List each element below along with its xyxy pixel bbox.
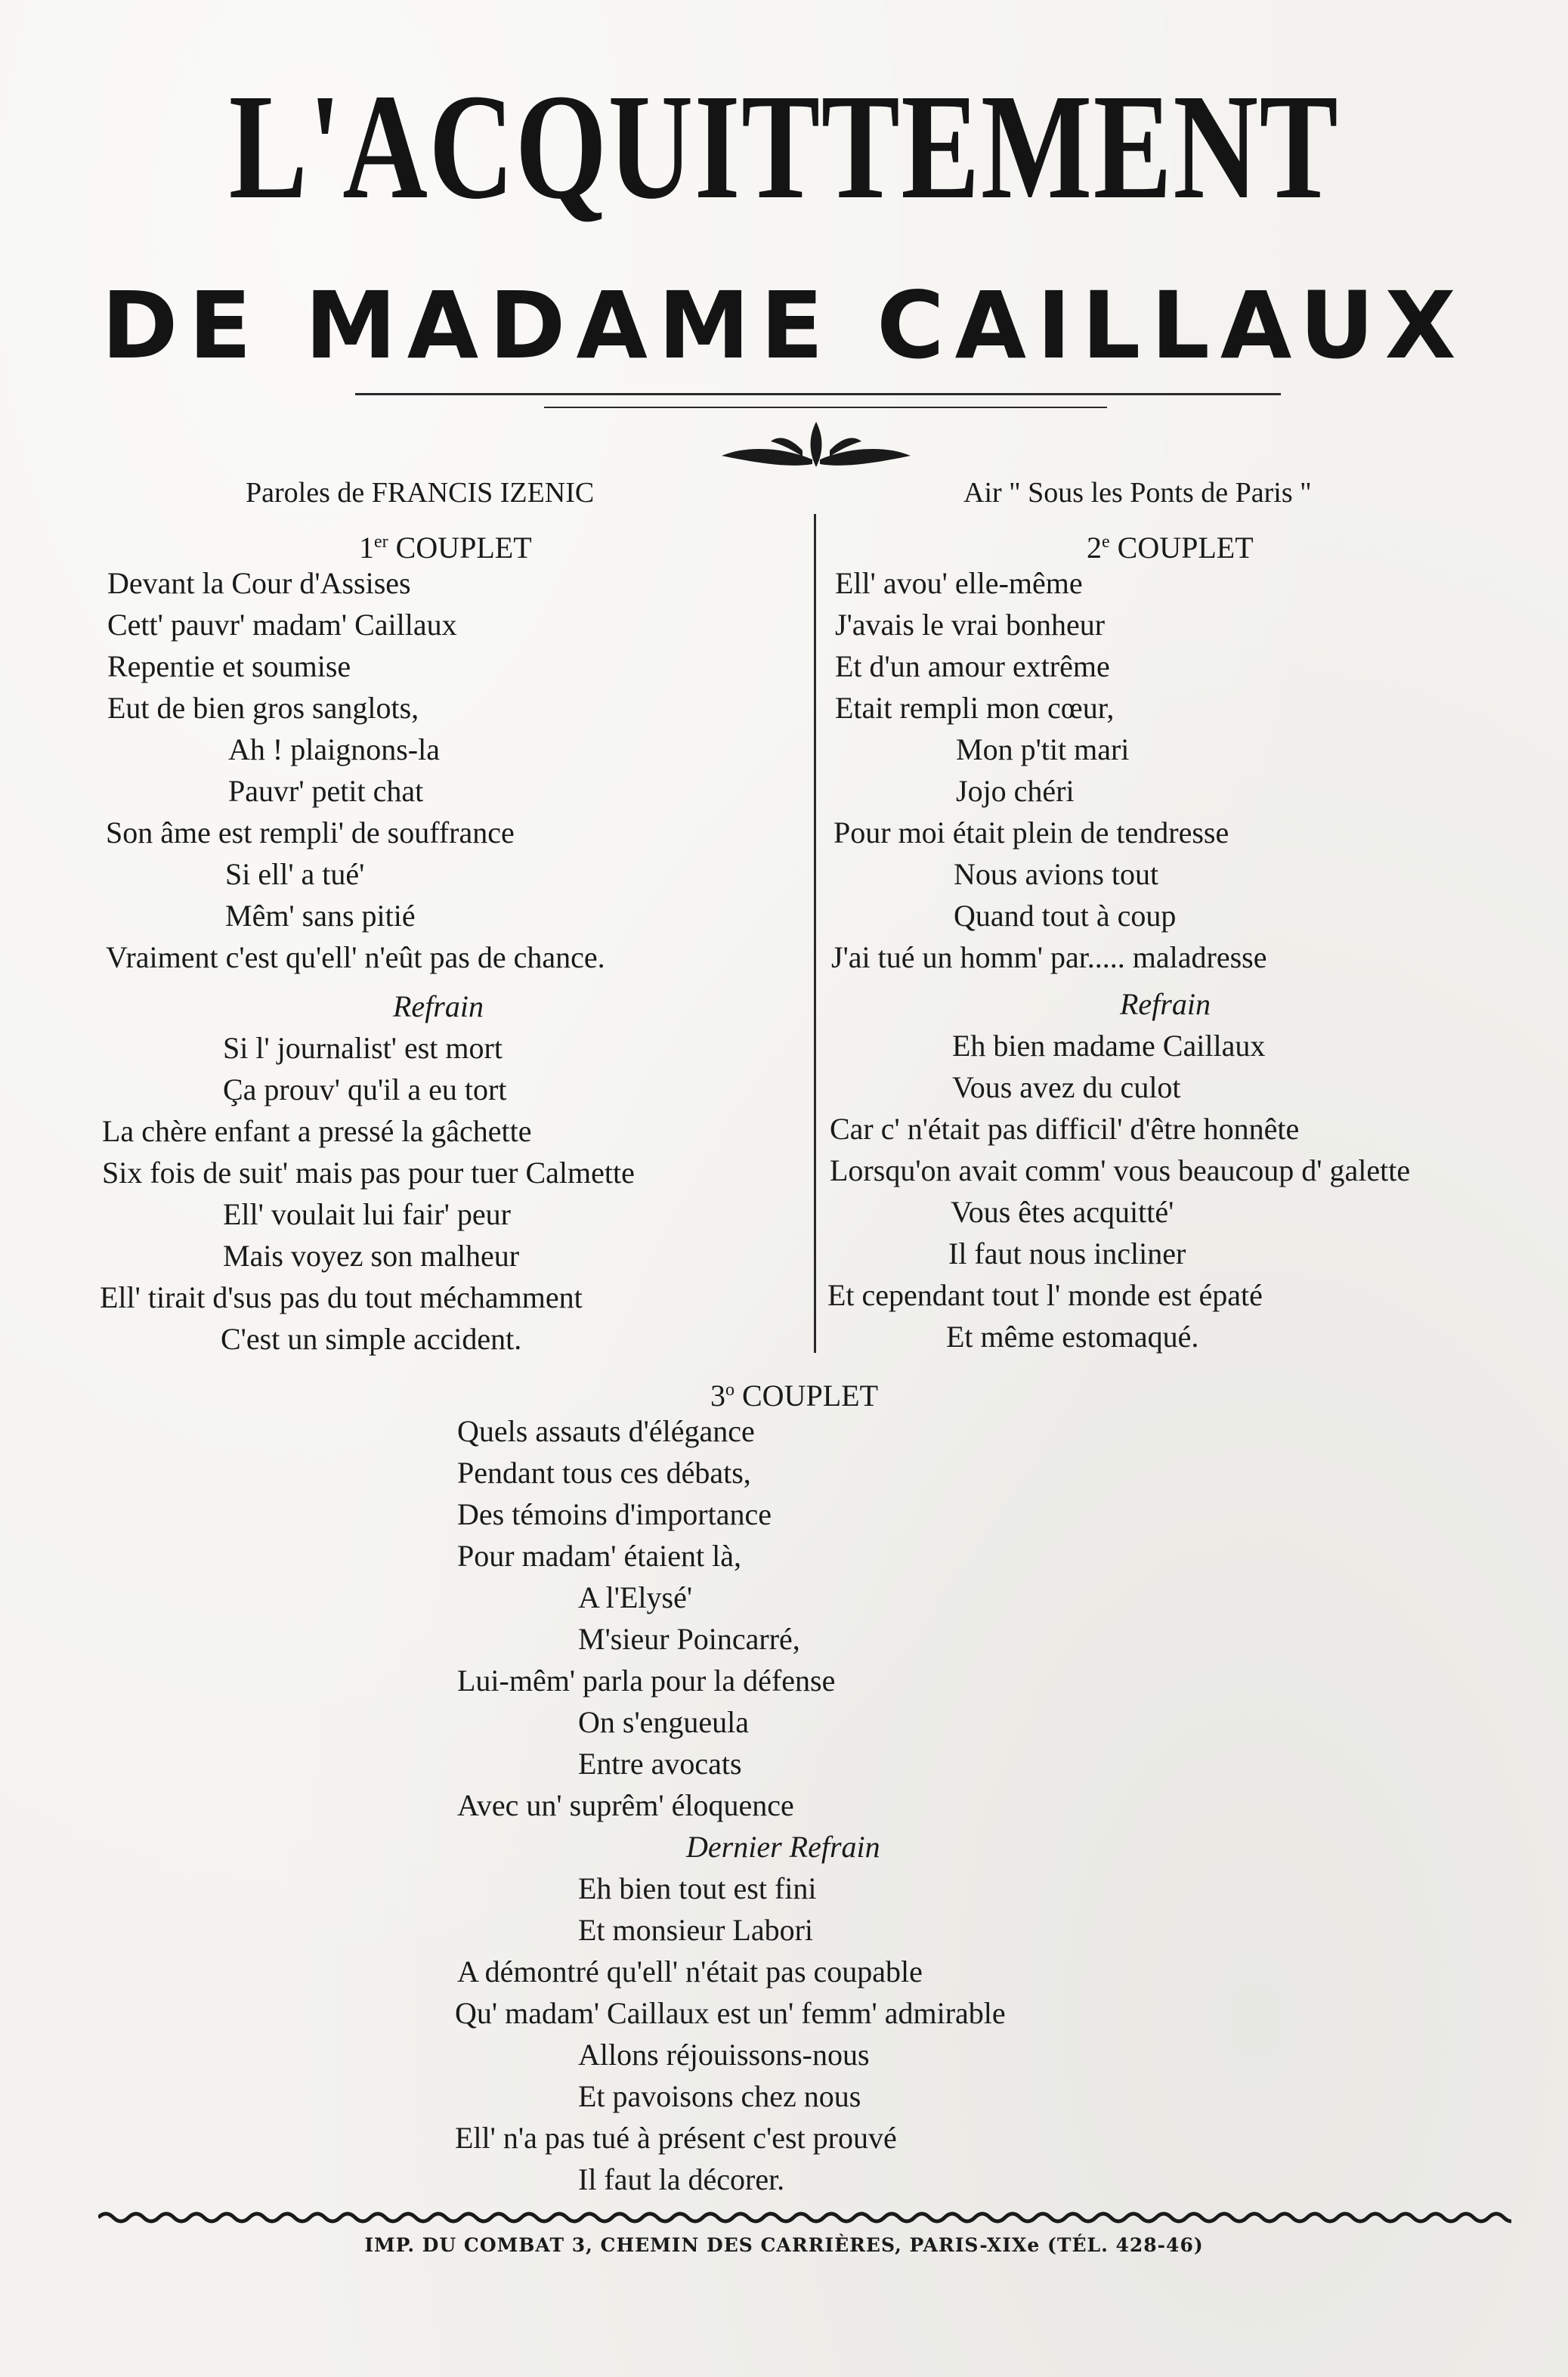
verse-line: Etait rempli mon cœur, [835,691,1115,725]
refrain-line: Six fois de suit' mais pas pour tuer Calmette [102,1156,635,1190]
verse-line: Cett' pauvr' madam' Caillaux [107,608,457,642]
verse-line: Ell' avou' elle-même [835,566,1083,600]
verse-line: Eut de bien gros sanglots, [107,691,419,725]
refrain-line: Lorsqu'on avait comm' vous beaucoup d' galette [830,1153,1411,1187]
refrain-line: Ell' tirait d'sus pas du tout méchamment [100,1280,583,1314]
verse-line: Pour moi était plein de tendresse [833,816,1229,850]
refrain-line: Si l' journalist' est mort [223,1031,503,1065]
verse-line: Vraiment c'est qu'ell' n'eût pas de chance. [106,940,605,974]
refrain-label: Dernier Refrain [686,1830,880,1864]
leaf-ornament-icon [718,414,914,482]
verse-line: Des témoins d'importance [457,1497,772,1531]
refrain-line: Vous avez du culot [952,1070,1181,1104]
verse-line: Nous avions tout [954,857,1159,891]
refrain-label: Refrain [393,989,484,1023]
title-rule-upper [355,393,1281,395]
refrain-line: Et monsieur Labori [578,1913,814,1947]
verse-line: Repentie et soumise [107,649,351,683]
couplet-3-heading: 3$^o$ COUPLET [710,1379,878,1413]
verse-line: Et d'un amour extrême [835,649,1110,683]
verse-line: Pauvr' petit chat [228,774,424,808]
verse-line: Quels assauts d'élégance [457,1414,755,1448]
verse-line: Pendant tous ces débats, [457,1456,751,1490]
lyricist-credit: Paroles de FRANCIS IZENIC [246,477,595,509]
refrain-line: C'est un simple accident. [221,1322,522,1356]
refrain-line: La chère enfant a pressé la gâchette [102,1114,532,1148]
refrain-line: Et pavoisons chez nous [578,2079,861,2113]
refrain-line: A démontré qu'ell' n'était pas coupable [457,1955,923,1989]
couplet-2-heading: 2e COUPLET [1087,531,1254,565]
column-divider [814,514,816,1353]
verse-line: A l'Elysé' [578,1580,693,1614]
verse-line: Son âme est rempli' de souffrance [106,816,515,850]
verse-line: Quand tout à coup [954,899,1177,933]
printer-imprint: IMP. DU COMBAT 3, CHEMIN DES CARRIÈRES, PARIS-XIXe (TÉL. 428-46) [364,2234,1204,2256]
refrain-line: Allons réjouissons-nous [578,2038,870,2072]
refrain-line: Qu' madam' Caillaux est un' femm' admirable [455,1996,1006,2030]
refrain-line: Ça prouv' qu'il a eu tort [223,1072,507,1106]
verse-line: J'avais le vrai bonheur [835,608,1106,642]
verse-line: M'sieur Poincarré, [578,1622,800,1656]
verse-line: Lui-mêm' parla pour la défense [457,1664,836,1698]
refrain-line: Ell' voulait lui fair' peur [223,1197,511,1231]
verse-line: Mêm' sans pitié [225,899,416,933]
refrain-line: Car c' n'était pas difficil' d'être honnête [830,1112,1300,1146]
refrain-line: Vous êtes acquitté' [951,1195,1174,1229]
tune-credit: Air " Sous les Ponts de Paris " [963,477,1312,509]
refrain-line: Et cependant tout l' monde est épaté [827,1278,1263,1312]
verse-line: Devant la Cour d'Assises [107,566,411,600]
title-rule-lower [544,407,1107,408]
verse-line: J'ai tué un homm' par..... maladresse [831,940,1267,974]
verse-line: Jojo chéri [956,774,1075,808]
verse-line: Mon p'tit mari [956,732,1130,766]
verse-line: Avec un' suprêm' éloquence [457,1788,794,1822]
refrain-line: Eh bien tout est fini [578,1871,817,1905]
verse-line: Ah ! plaignons-la [228,732,440,766]
couplet-1-heading: 1er COUPLET [359,531,532,565]
refrain-line: Et même estomaqué. [946,1320,1199,1354]
verse-line: Entre avocats [578,1747,742,1781]
refrain-line: Eh bien madame Caillaux [952,1029,1266,1063]
refrain-line: Il faut la décorer. [578,2162,785,2196]
refrain-line: Il faut nous incliner [948,1236,1186,1271]
verse-line: Si ell' a tué' [225,857,365,891]
verse-line: On s'engueula [578,1705,750,1739]
refrain-line: Mais voyez son malheur [223,1239,520,1273]
main-title: L'ACQUITTEMENT [228,63,1340,231]
verse-line: Pour madam' étaient là, [457,1539,741,1573]
refrain-line: Ell' n'a pas tué à présent c'est prouvé [455,2121,897,2155]
refrain-label: Refrain [1120,987,1211,1021]
sub-title: DE MADAME CAILLAUX [101,272,1467,379]
wavy-border-rule [98,2208,1511,2227]
